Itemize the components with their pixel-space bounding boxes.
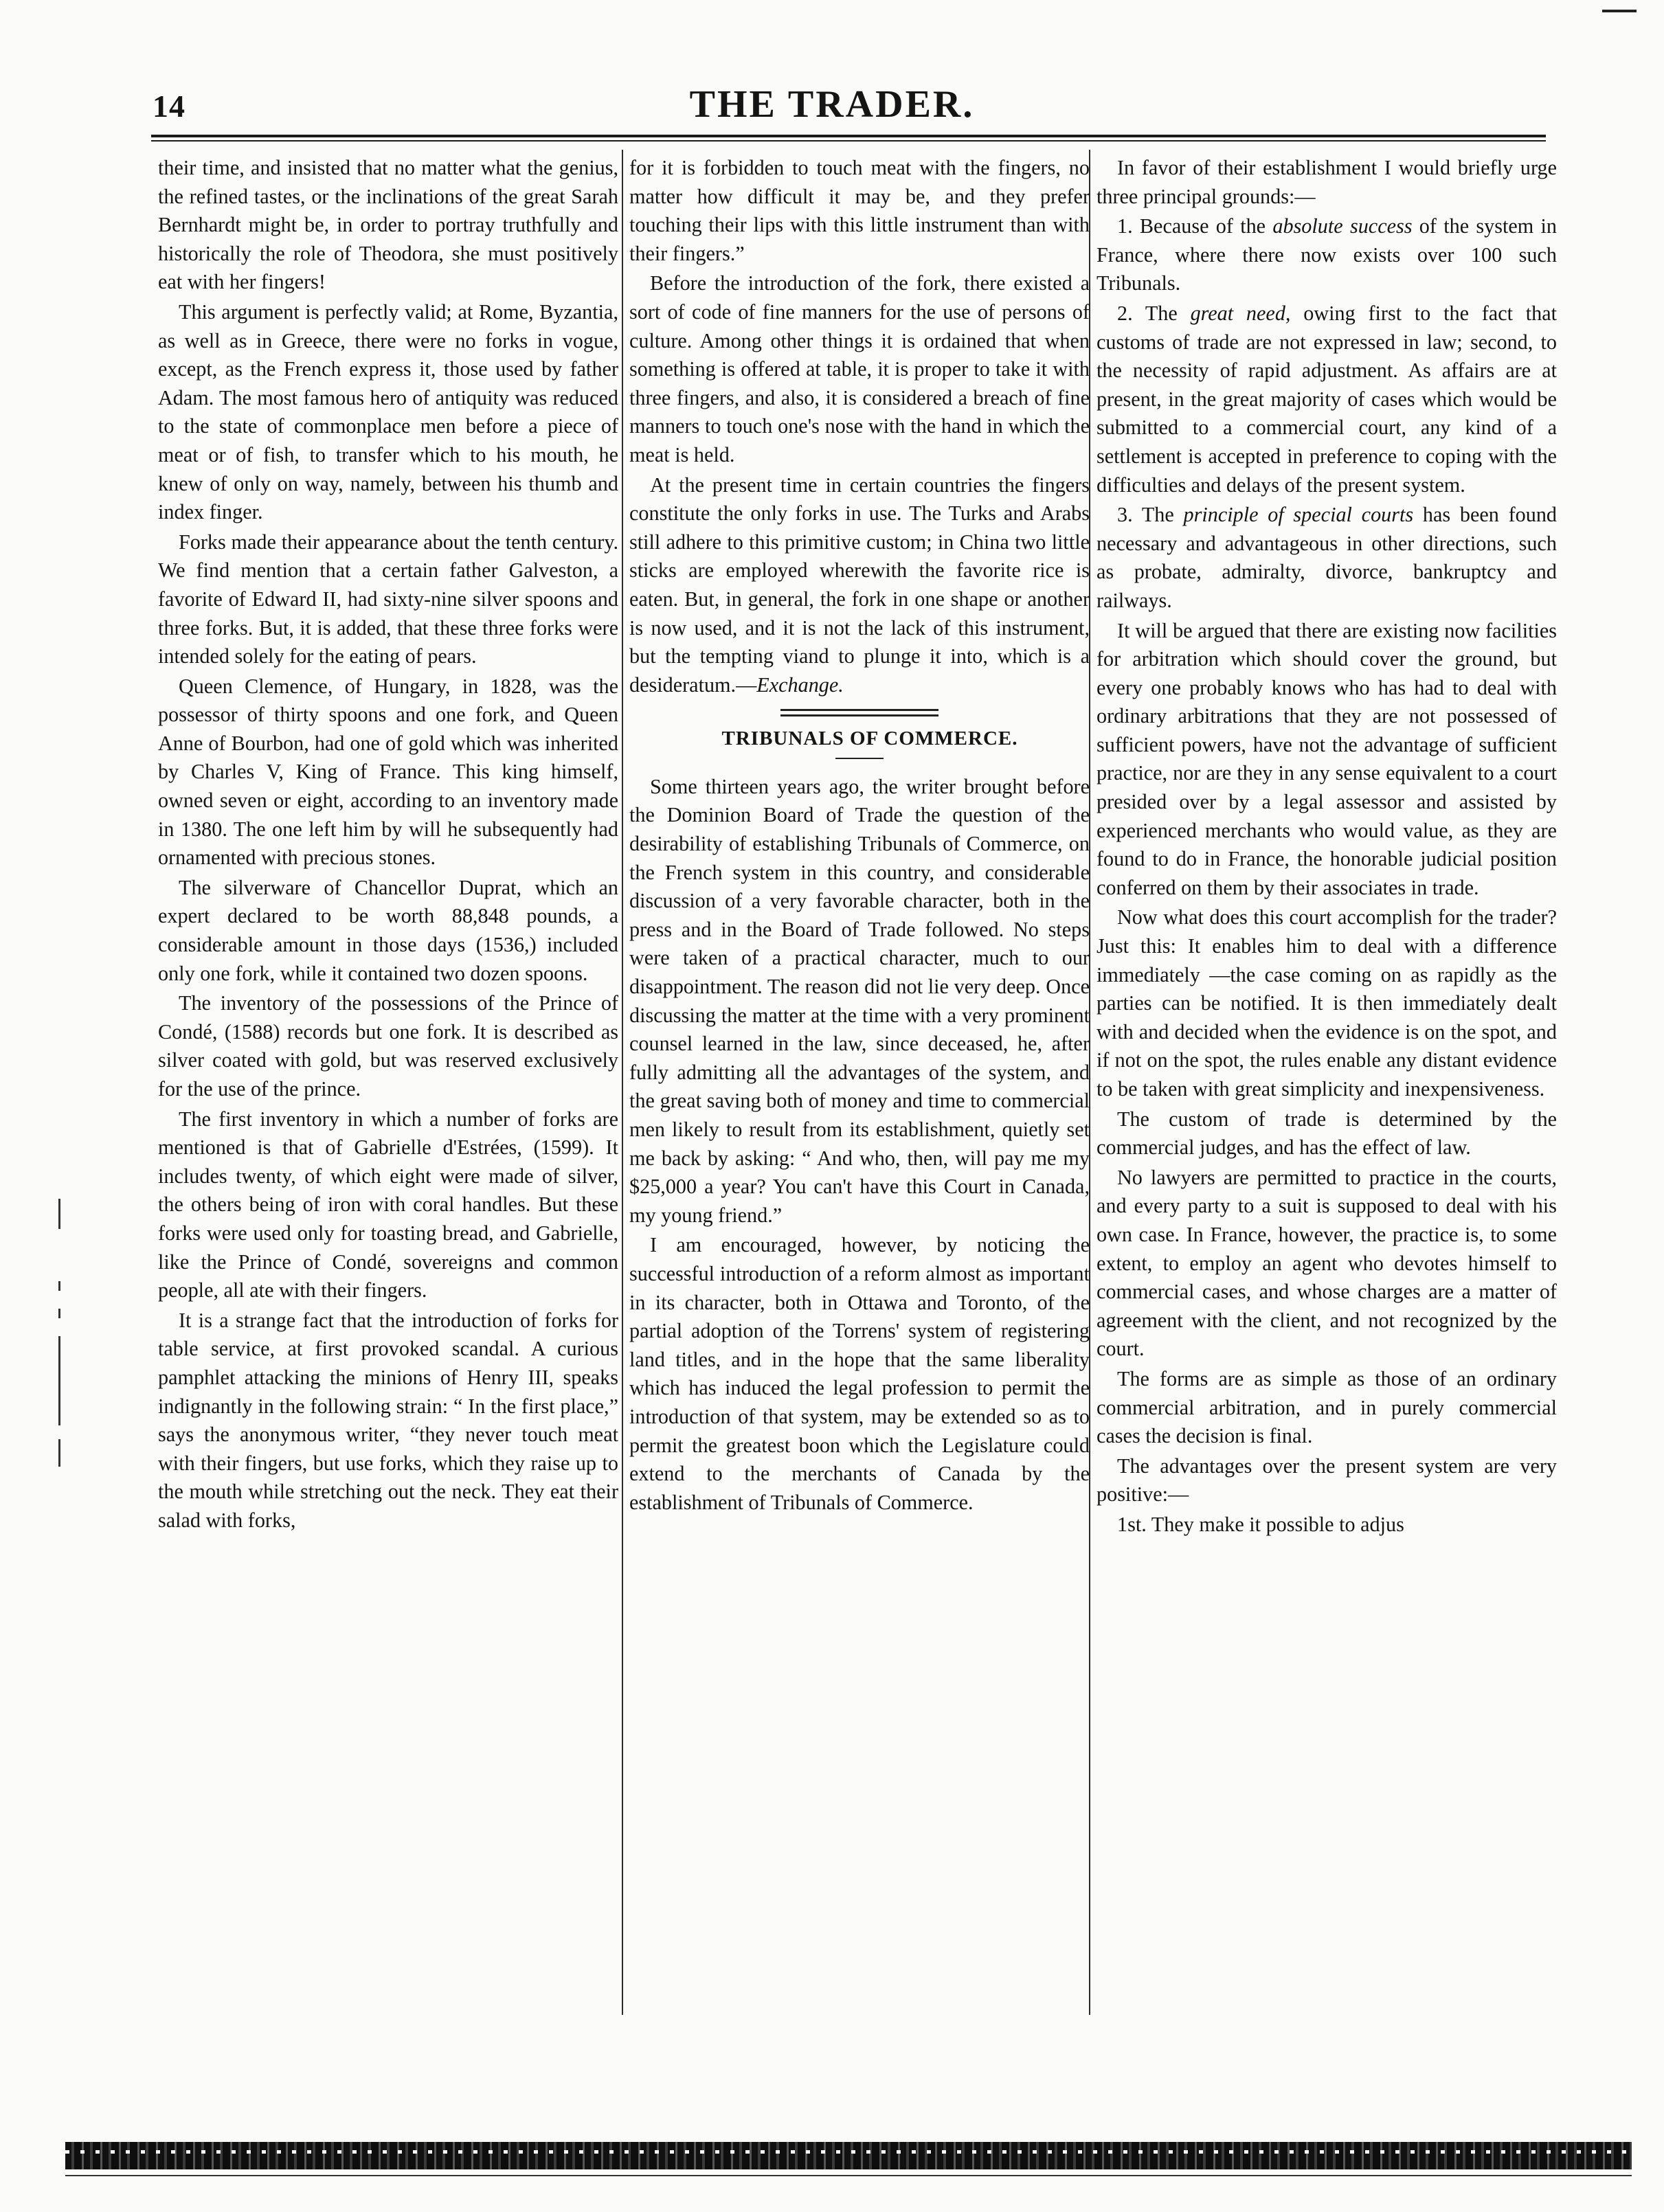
article-paragraph: for it is forbidden to touch meat with the fingers, no matter how difficult it may be, and they prefer touching their lips with this little instrument than with their fingers.” [629, 156, 1090, 265]
article-paragraph: 1st. They make it possible to adjus [1117, 1512, 1404, 1536]
page-number: 14 [153, 89, 185, 124]
section-heading: TRIBUNALS OF COMMERCE. [721, 727, 1018, 750]
emphasis: great need, [1190, 301, 1291, 325]
article-paragraph: Now what does this court accomplish for the trader? Just this: It enables him to deal with a difference immediately —the case coming on as rapidly as the parties can be notified. It is then immediately dealt with and decided when the evidence is on the spot, and if not on the spot, the rules enable any distant evidence to be taken with great simplicity and inexpensiveness. [1097, 905, 1557, 1101]
article-paragraph: This argument is perfectly valid; at Rome, Byzantia, as well as in Greece, there were no forks in vogue, except, as the French express it, those used by father Adam. The most famous hero of antiquity was reduced to the state of commonplace men before a piece of meat or of fish, to transfer which to his mouth, he knew of only on way, namely, between his thumb and index finger. [158, 300, 618, 524]
article-paragraph: In favor of their establishment I would briefly urge three principal grounds:— [1097, 156, 1557, 208]
article-paragraph: The advantages over the present system are very positive:— [1097, 1454, 1557, 1506]
article-paragraph: The inventory of the possessions of the Prince of Condé, (1588) records but one fork. It is described as silver coated with gold, but was reserved exclusively for the use of the prince. [158, 991, 618, 1101]
footer-ornament-band [65, 2142, 1632, 2169]
article-paragraph: It will be argued that there are existing now facilities for arbitration which should cover the ground, but every one probably knows who has had to deal with ordinary arbitrations that they are not possessed of sufficient powers, have not the advantage of sufficient practice, nor are they in any sense equivalent to a court presided over by a legal assessor and assisted by experienced merchants who would value, as they are found to do in France, the honorable judicial position conferred on them by their associates in trade. [1097, 618, 1557, 899]
article-paragraph: It is a strange fact that the introduction of forks for table service, at first provoked scandal. A curious pamphlet attacking the minions of Henry III, speaks indignantly in the following strain: “ In the first place,” says the anonymous writer, “they never touch meat with their fingers, but use forks, which they raise up to the mouth while stretching out the neck. They eat their salad with forks, [158, 1308, 618, 1532]
article-paragraph: No lawyers are permitted to practice in the courts, and every party to a suit is supposed to deal with his own case. In France, however, the practice is, to some extent, to employ an agent who devotes himself to commercial cases, and whose charges are a matter of agreement with the client, and not recognized by the court. [1097, 1165, 1557, 1361]
article-paragraph: Before the introduction of the fork, there existed a sort of code of fine manners for the use of persons of culture. Among other things it is ordained that when something is offered at table, it is proper to take it with three fingers, and also, it is considered a breach of fine manners to touch one's nose with the hand in which the meat is held. [629, 271, 1090, 466]
numbered-point: 3. The principle of special courts has been found necessary and advantageous in other directions, such as probate, admiralty, divorce, bankruptcy and railways. [1097, 503, 1558, 612]
article-paragraph: The silverware of Chancellor Duprat, which an expert declared to be worth 88,848 pounds, a considerable amount in those days (1536,) included only one fork, while it contained two dozen spoons. [158, 875, 618, 985]
heading-underline [835, 758, 884, 759]
section-divider [780, 709, 938, 716]
article-text: At the present time in certain countries the fingers constitute the only forks in use. The Turks and Arabs still adhere to this primitive custom; in China two little sticks are employed wherewith the favorite rice is eaten. But, in general, the fork in one shape or another is now used, and it is not the lack of this instrument, but the tempting viand to plunge it into, which is a desideratum. [629, 473, 1090, 697]
header-rule-thin [151, 140, 1546, 142]
column-right [1097, 154, 1557, 1539]
article-paragraph-final: At the present time in certain countries the fingers constitute the only forks in use. The Turks and Arabs still adhere to this primitive custom; in China two little sticks are employed wherewith the favorite rice is eaten. But, in general, the fork in one shape or another is now used, and it is not the lack of this instrument, but the tempting viand to plunge it into, which is a desideratum.—Exchange. [629, 473, 1090, 697]
article-paragraph: their time, and insisted that no matter what the genius, the refined tastes, or the inclinations of the great Sarah Bernhardt might be, in order to portray truthfully and historically the role of Theodora, she must positively eat with her fingers! [158, 156, 618, 294]
corner-rule [1602, 10, 1637, 12]
column-left [158, 154, 618, 1535]
numbered-point: 2. The great need, owing first to the fact that customs of trade are not expressed in law; second, to the necessity of rapid adjustment. As affairs are at present, in the great majority of cases which would be submitted to a commercial court, any kind of a settlement is accepted in preference to coping with the difficulties and delays of the present system. [1097, 301, 1558, 497]
column-divider [622, 150, 623, 2015]
emphasis: principle of special courts [1183, 503, 1414, 527]
article-paragraph: The first inventory in which a number of forks are mentioned is that of Gabrielle d'Estrées, (1599). It includes twenty, of which eight were made of silver, the others being of iron with coral handles. But these forks were used only for toasting bread, and Gabrielle, like the Prince of Condé, sovereigns and common people, all ate with their fingers. [158, 1107, 618, 1302]
source-credit: Exchange. [756, 673, 844, 697]
running-title: THE TRADER. [689, 83, 975, 126]
header-rule [151, 135, 1546, 137]
article-paragraph: Queen Clemence, of Hungary, in 1828, was the possessor of thirty spoons and one fork, and Queen Anne of Bourbon, had one of gold which was inherited by Charles V, King of France. This king himself, owned seven or eight, according to an inventory made in 1380. The one left him by will he subsequently had ornamented with precious stones. [158, 674, 618, 870]
article-paragraph: Forks made their appearance about the tenth century. We find mention that a certain father Galveston, a favorite of Edward II, had sixty-nine silver spoons and three forks. But, it is added, that these three forks were intended solely for the eating of pears. [158, 530, 618, 668]
numbered-point: 1. Because of the absolute success of the system in France, where there now exists over 100 such Tribunals. [1097, 214, 1557, 295]
article-paragraph: The custom of trade is determined by the commercial judges, and has the effect of law. [1097, 1107, 1557, 1160]
article-paragraph: Some thirteen years ago, the writer brought before the Dominion Board of Trade the question of the desirability of establishing Tribunals of Commerce, on the French system in this country, and considerable discussion of a very favorable character, both in the press and in the Board of Trade followed. No steps were taken of a practical character, much to our disappointment. The reason did not lie very deep. Once discussing the matter at the time with a very prominent counsel learned in the law, since deceased, he, after fully admitting all the advantages of the system, and the great saving both of money and time to commercial men likely to result from its establishment, quietly set me back by asking: “ And who, then, will pay me my $25,000 a year? You can't have this Court in Canada, my young friend.” [629, 774, 1090, 1227]
footer-rule [65, 2175, 1632, 2176]
article-paragraph: The forms are as simple as those of an ordinary commercial arbitration, and in purely commercial cases the decision is final. [1097, 1366, 1557, 1448]
margin-scan-marks [56, 1199, 63, 1474]
column-middle [629, 154, 1090, 1517]
emphasis: absolute success [1272, 214, 1413, 238]
article-paragraph: I am encouraged, however, by noticing the successful introduction of a reform almost as important in its character, both in Ottawa and Toronto, of the partial adoption of the Torrens' system of registering land titles, and in the hope that the same liberality which has induced the legal profession to permit the introduction of that system, may be extended so as to permit the greatest boon which the Legislature could extend to the merchants of Canada by the establishment of Tribunals of Commerce. [629, 1233, 1090, 1514]
